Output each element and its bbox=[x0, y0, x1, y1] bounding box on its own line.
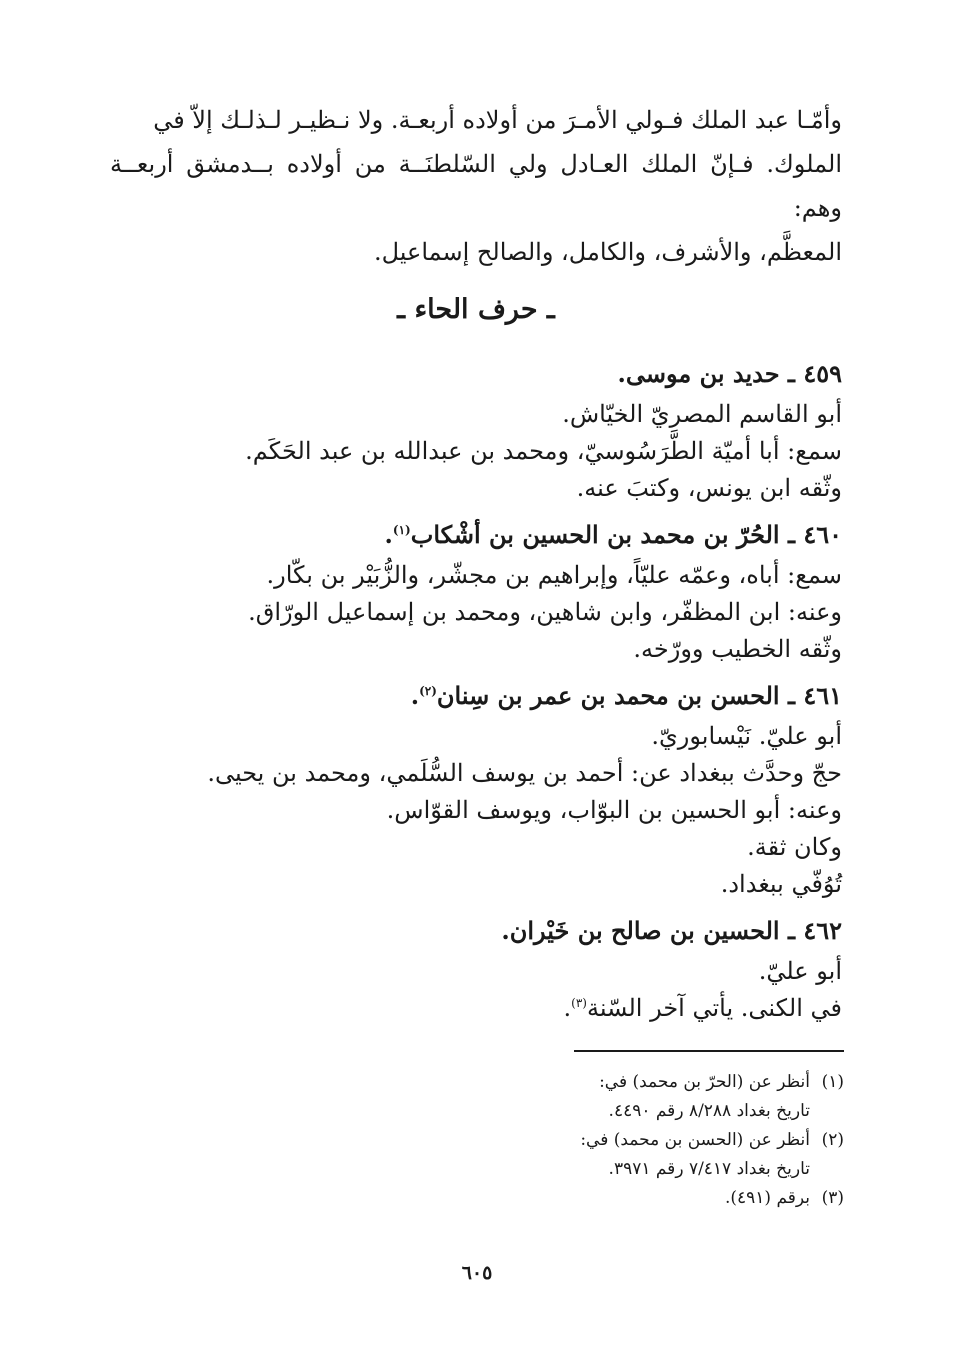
entry-line-text: في الكنى. يأتي آخر السّنة bbox=[586, 994, 842, 1022]
footnotes bbox=[424, 1068, 844, 1213]
footnote-continuation: تاريخ بغداد ٨/٢٨٨ رقم ٤٤٩٠. bbox=[608, 1101, 810, 1121]
intro-line-3: المعظَّم، والأشرف، والكامل، والصالح إسماعيل. bbox=[373, 238, 842, 266]
intro-line-1: وأمّـا عبد الملك فـولي الأمـرَ من أولاده أربعـة. ولا نـظيـر لـذلـك إلاّ في bbox=[153, 106, 842, 134]
entry-line: سمع: أباه، وعمّه عليّاً، وإبراهيم بن مجشّر، والزُّبَيْر بن بكّار. bbox=[266, 561, 842, 589]
footnote-divider bbox=[574, 1050, 844, 1052]
footnote-text: برقم (٤٩١). bbox=[724, 1188, 810, 1208]
entry-line: وثّقه ابن يونس، وكتبَ عنه. bbox=[576, 474, 842, 502]
page-body bbox=[110, 98, 842, 1033]
entry-heading: ٤٥٩ ـ حديد بن موسى. bbox=[617, 359, 842, 388]
entry-459 bbox=[110, 352, 842, 507]
entry-heading-end: . bbox=[384, 520, 393, 549]
entry-line: أبو عليّ. bbox=[758, 957, 842, 985]
entry-line-end: . bbox=[563, 994, 572, 1022]
footnote-ref[interactable]: (٣) bbox=[571, 996, 587, 1010]
entry-heading-text: ٤٦٠ ـ الحُرّ بن محمد بن الحسين بن أشْكاب bbox=[410, 520, 842, 549]
page-number: ٦٠٥ bbox=[461, 1262, 493, 1284]
entry-line: حجّ وحدَّث ببغداد عن: أحمد بن يوسف السُّلَمي، ومحمد بن يحيى. bbox=[207, 759, 842, 787]
entry-heading bbox=[110, 674, 842, 718]
entry-line: وكان ثقة. bbox=[747, 833, 842, 861]
entry-line: تُوُفّي ببغداد. bbox=[720, 870, 842, 898]
footnote-text: أنظر عن (الحرّ بن محمد) في: bbox=[599, 1072, 810, 1092]
entry-line: وثّقه الخطيب وورّخه. bbox=[633, 635, 842, 663]
intro-line-2: الملوك. فـإنّ الملك العـادل ولي السّلطنَــة من أولاده بــدمشق أربعــة وهم: bbox=[110, 150, 842, 222]
footnote-text: أنظر عن (الحسن بن محمد) في: bbox=[580, 1130, 810, 1150]
entry-line bbox=[110, 990, 842, 1027]
entry-line: أبو القاسم المصريّ الخيّاش. bbox=[562, 400, 842, 428]
footnote-number: (٢) bbox=[821, 1130, 844, 1150]
entry-heading bbox=[110, 513, 842, 557]
footnote-1 bbox=[424, 1068, 844, 1097]
entry-462 bbox=[110, 909, 842, 1027]
footnote-3 bbox=[424, 1184, 844, 1213]
entry-heading: ٤٦٢ ـ الحسين بن صالح بن خَيْران. bbox=[501, 916, 842, 945]
footnote-continuation: تاريخ بغداد ٧/٤١٧ رقم ٣٩٧١. bbox=[608, 1159, 810, 1179]
section-title: ـ حرف الحاء ـ bbox=[397, 294, 555, 325]
entry-460 bbox=[110, 513, 842, 668]
footnote-number: (١) bbox=[821, 1072, 844, 1092]
footnote-2 bbox=[424, 1126, 844, 1155]
footnote-ref[interactable]: (٢) bbox=[419, 684, 437, 698]
entry-line: وعنه: أبو الحسين بن البوّاب، ويوسف القوّاس. bbox=[386, 796, 842, 824]
entry-heading-end: . bbox=[410, 681, 420, 710]
entry-line: سمع: أبا أميّة الطَّرَسُوسيّ، ومحمد بن عبدالله بن عبد الحَكَم. bbox=[245, 437, 842, 465]
footnote-ref[interactable]: (١) bbox=[392, 523, 411, 537]
footnote-number: (٣) bbox=[821, 1188, 844, 1208]
entry-heading-text: ٤٦١ ـ الحسن بن محمد بن عمر بن سِنان bbox=[436, 681, 842, 710]
entry-line: وعنه: ابن المظفّر، وابن شاهين، ومحمد بن إسماعيل الورّاق. bbox=[248, 598, 842, 626]
entry-461 bbox=[110, 674, 842, 903]
entry-line: أبو عليّ. نَيْسابوريّ. bbox=[651, 722, 842, 750]
